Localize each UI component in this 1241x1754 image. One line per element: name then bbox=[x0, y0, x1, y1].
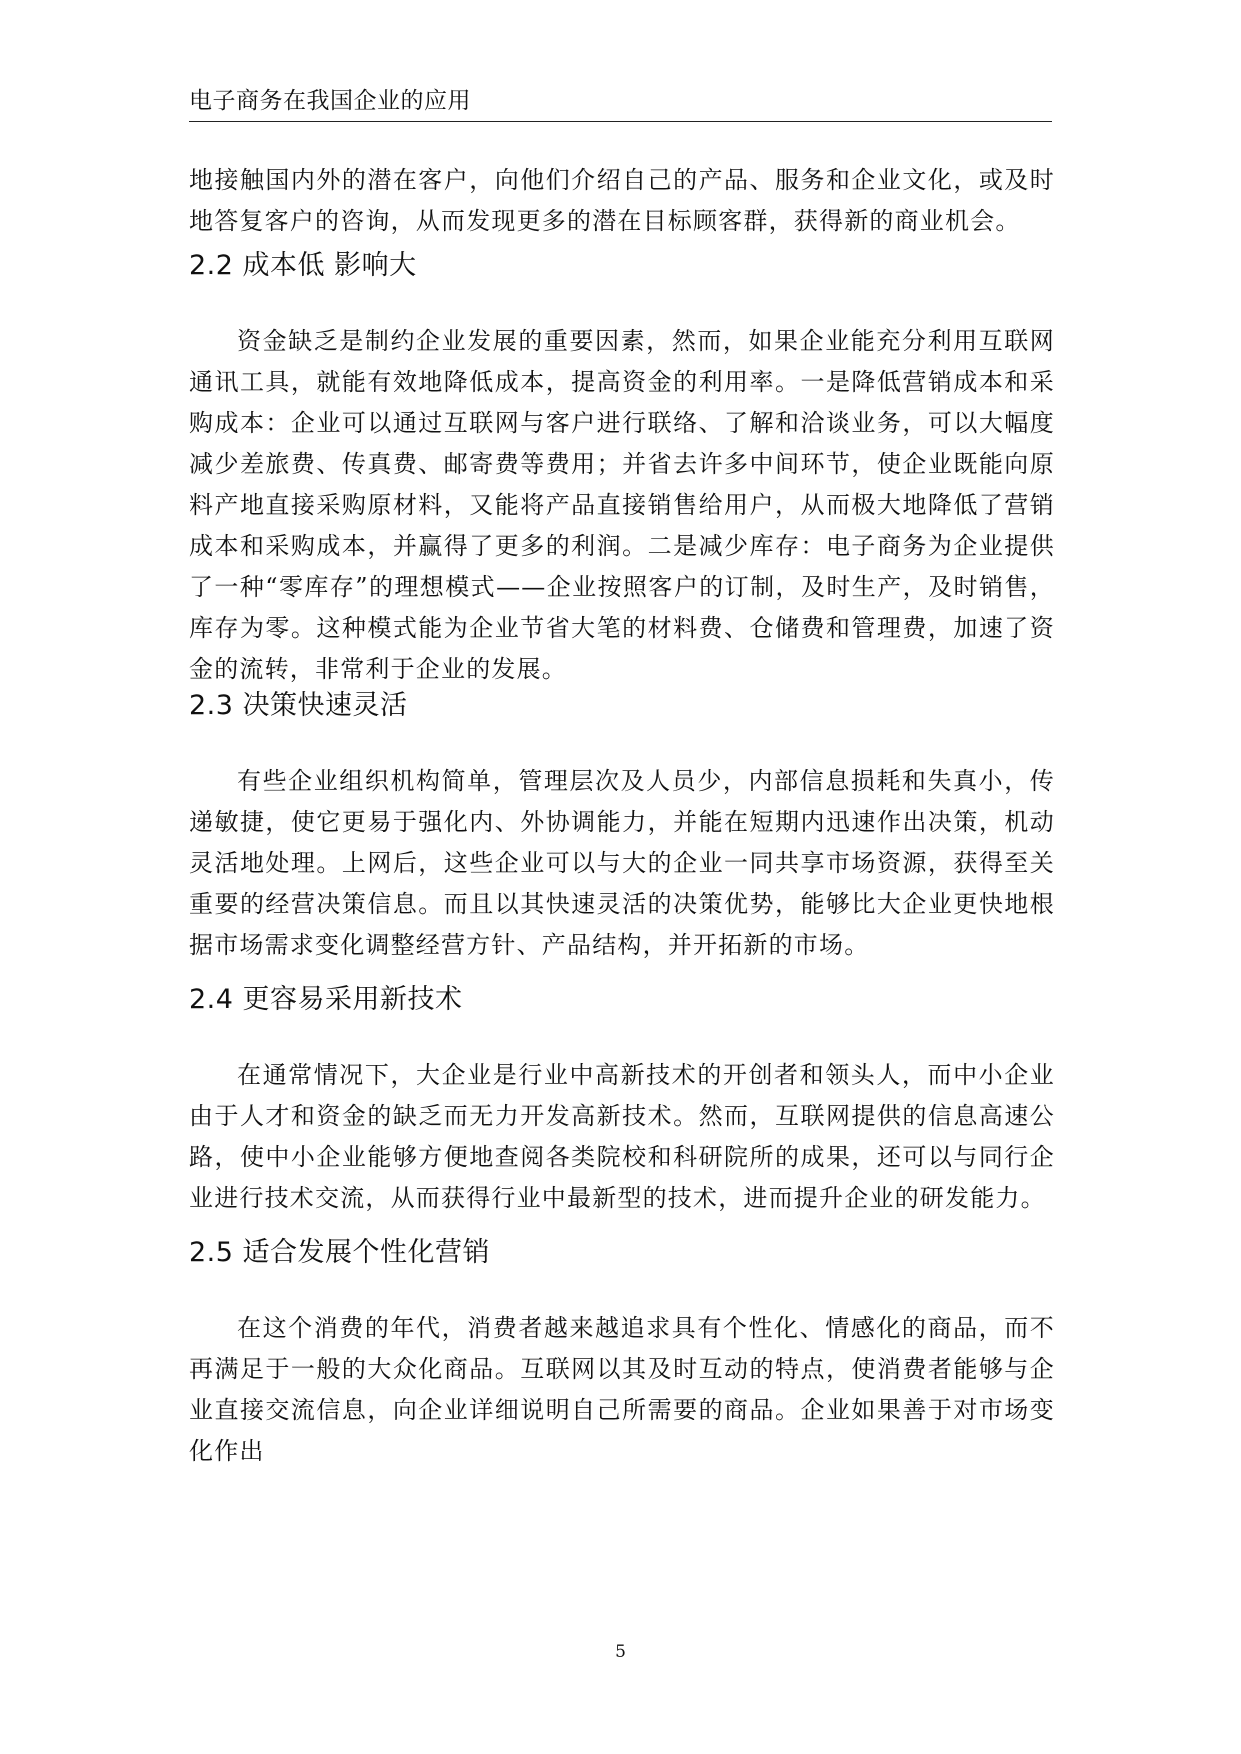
section-heading-2-2: 2.2 成本低 影响大 bbox=[189, 250, 417, 281]
section-heading-2-4: 2.4 更容易采用新技术 bbox=[189, 984, 463, 1015]
running-header: 电子商务在我国企业的应用 bbox=[189, 88, 471, 114]
page-number: 5 bbox=[615, 1642, 626, 1662]
section-heading-2-5: 2.5 适合发展个性化营销 bbox=[189, 1237, 491, 1268]
intro-paragraph: 地接触国内外的潜在客户，向他们介绍自己的产品、服务和企业文化，或及时地答复客户的咨询，从而发现更多的潜在目标顾客群，获得新的商业机会。 bbox=[189, 166, 1055, 235]
section-paragraph-2-5: 在这个消费的年代，消费者越来越追求具有个性化、情感化的商品，而不再满足于一般的大众化商品。互联网以其及时互动的特点，使消费者能够与企业直接交流信息，向企业详细说明自己所需要的商品。企业如果善于对市场变化作出 bbox=[189, 1314, 1055, 1465]
section-paragraph-2-4: 在通常情况下，大企业是行业中高新技术的开创者和领头人，而中小企业由于人才和资金的缺乏而无力开发高新技术。然而，互联网提供的信息高速公路，使中小企业能够方便地查阅各类院校和科研院所的成果，还可以与同行企业进行技术交流，从而获得行业中最新型的技术，进而提升企业的研发能力。 bbox=[189, 1061, 1055, 1212]
section-paragraph-2-3: 有些企业组织机构简单，管理层次及人员少，内部信息损耗和失真小，传递敏捷，使它更易于强化内、外协调能力，并能在短期内迅速作出决策，机动灵活地处理。上网后，这些企业可以与大的企业一同共享市场资源，获得至关重要的经营决策信息。而且以其快速灵活的决策优势，能够比大企业更快地根据市场需求变化调整经营方针、产品结构，并开拓新的市场。 bbox=[189, 767, 1055, 959]
section-heading-2-3: 2.3 决策快速灵活 bbox=[189, 690, 408, 721]
section-paragraph-2-2: 资金缺乏是制约企业发展的重要因素，然而，如果企业能充分利用互联网通讯工具，就能有效地降低成本，提高资金的利用率。一是降低营销成本和采购成本：企业可以通过互联网与客户进行联络、了解和洽谈业务，可以大幅度减少差旅费、传真费、邮寄费等费用；并省去许多中间环节，使企业既能向原料产地直接采购原材料，又能将产品直接销售给用户，从而极大地降低了营销成本和采购成本，并赢得了更多的利润。二是减少库存：电子商务为企业提供了一种“零库存”的理想模式——企业按照客户的订制，及时生产，及时销售，库存为零。这种模式能为企业节省大笔的材料费、仓储费和管理费，加速了资金的流转，非常利于企业的发展。 bbox=[189, 327, 1055, 683]
header-rule bbox=[189, 121, 1052, 122]
